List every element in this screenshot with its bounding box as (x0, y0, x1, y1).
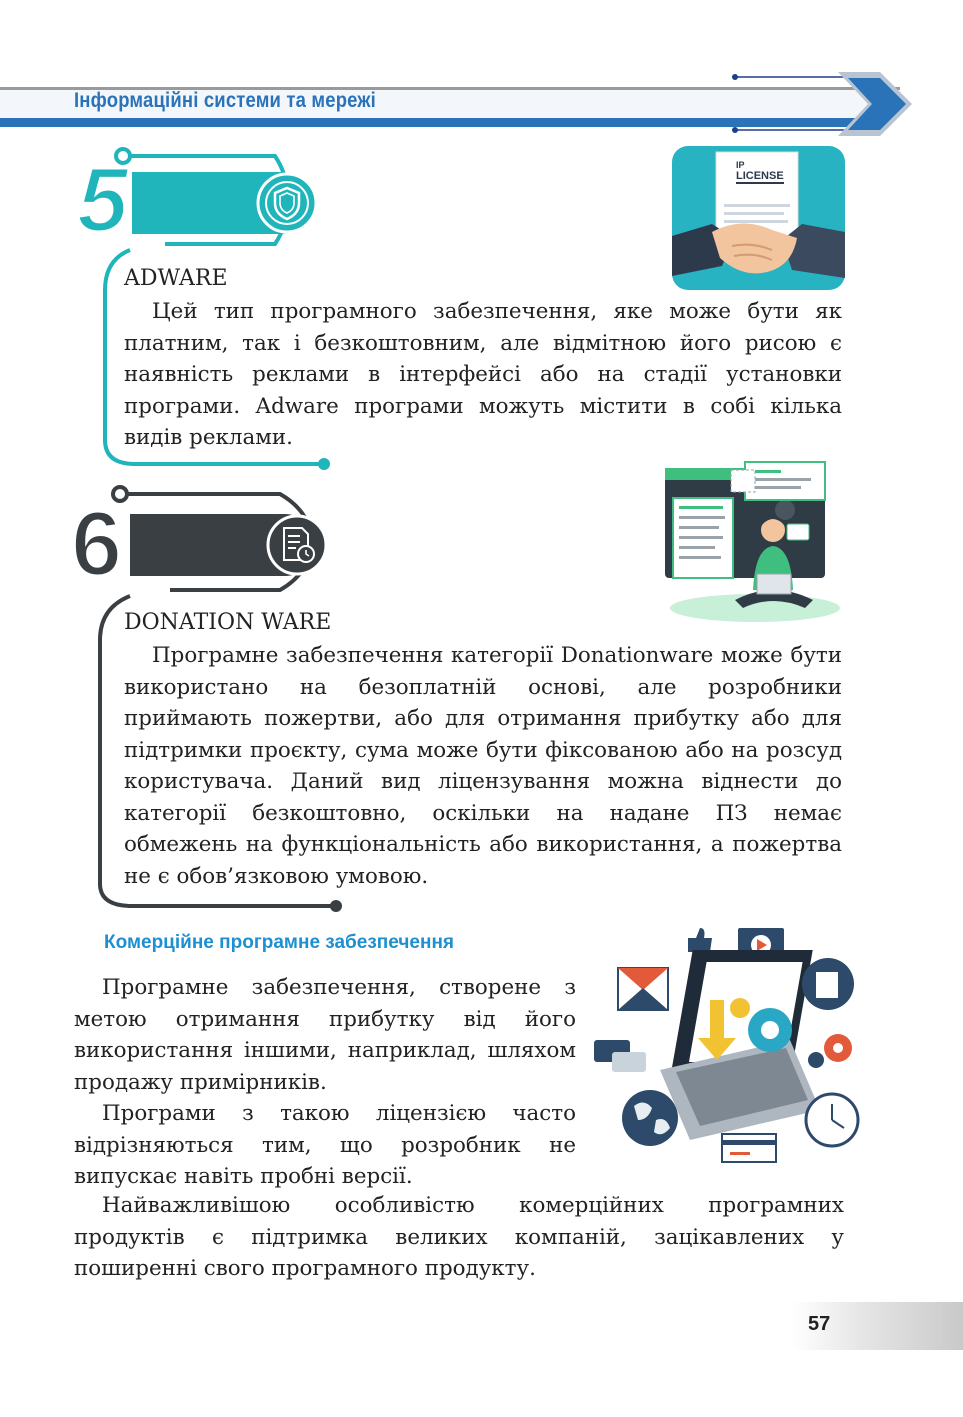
page-number: 57 (808, 1313, 831, 1335)
section-5-paragraph (124, 296, 842, 454)
section-6-title: DONATION WARE (124, 610, 332, 635)
commercial-text-wide (74, 1190, 844, 1285)
document-clock-icon (266, 514, 328, 576)
commercial-software-illustration (590, 920, 875, 1170)
section-6-number: 6 (71, 493, 123, 595)
section-6-text: Програмне забезпечення категорії Donationware може бути використано на безоплатній основі, але розробники приймають пожертви, або для отримання прибутку або для підтримки проєкту, сума може бути фіксованою або на розсуд користувача. Даний вид ліцензування можна віднести до категорії безкоштовно, оскільки на надане ПЗ немає обмежень на функціональність або використання, а пожертва не є обов’язковою умовою. (124, 643, 842, 889)
header-title: Інформаційні системи та мережі (74, 89, 376, 112)
section-5-number: 5 (77, 149, 129, 251)
commercial-paragraph-2: Програми з такою ліцензією часто відрізняються тим, що розробник не випускає навіть пробні версії. (74, 1101, 576, 1189)
shield-icon (256, 172, 318, 234)
license-handshake-image (672, 146, 845, 290)
section-6-paragraph (124, 640, 842, 892)
license-label: LICENSE (736, 170, 784, 182)
commercial-heading: Комерційне програмне забезпечення (104, 932, 455, 953)
section-5-title: ADWARE (124, 266, 228, 291)
commercial-paragraph-3: Найважливішою особливістю комерційних програмних продуктів є підтримка великих компаній, зацікавлених у поширенні свого програмного продукту. (74, 1193, 844, 1281)
license-label-ip: IP (736, 160, 745, 170)
commercial-text-narrow (74, 972, 576, 1193)
commercial-paragraph-1: Програмне забезпечення, створене з метою отримання прибутку від його використання іншими, наприклад, шляхом продажу примірників. (74, 975, 576, 1095)
section-5-text: Цей тип програмного забезпечення, яке може бути як платним, так і безкоштовним, але відмітною його рисою є наявність реклами в інтерфейсі або на стадії установки програми. Adware програми можуть містити в собі кілька видів реклами. (124, 299, 842, 450)
developer-illustration (645, 440, 845, 625)
